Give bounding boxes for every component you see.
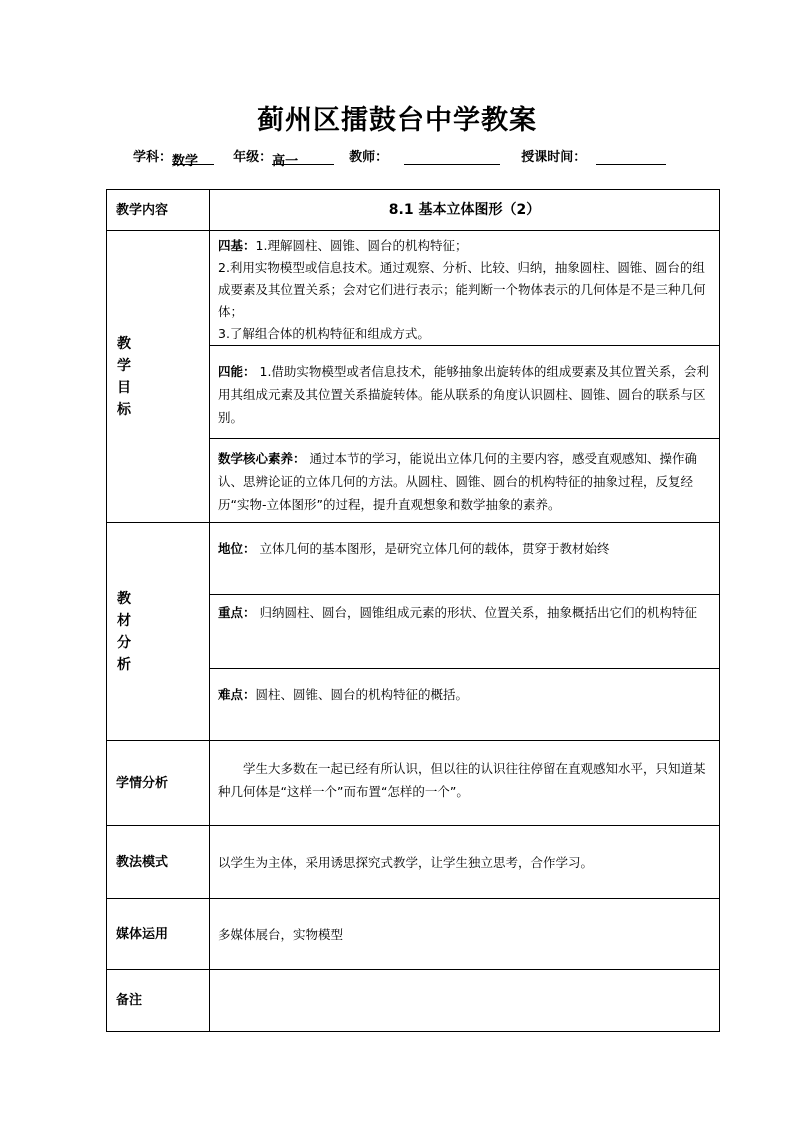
row-student (107, 741, 720, 826)
header-meta (133, 146, 666, 169)
position-text: 立体几何的基本图形，是研究立体几何的载体，贯穿于教材始终 (255, 541, 610, 556)
notes-cell (210, 970, 720, 1032)
goals-label-cell (107, 231, 210, 523)
teacher-blank (404, 150, 500, 165)
method-label-cell: 教法模式 (107, 826, 210, 899)
method-cell (210, 826, 720, 899)
goal-literacy-title: 数学核心素养： (218, 451, 306, 466)
row-analysis-1 (107, 523, 720, 595)
page-title: 蓟州区擂鼓台中学教案 (257, 105, 537, 136)
goal-abilities-title: 四能： (218, 364, 256, 379)
key-point-cell (210, 595, 720, 669)
goal-abilities-text: 1.借助实物模型或者信息技术，能够抽象出旋转体的组成要素及其位置关系，会利用其组成元素及其位置关系描旋转体。能从联系的角度认识圆柱、圆锥、圆台的联系与区别。 (218, 364, 709, 425)
subject-value: 数学 (172, 150, 214, 165)
media-cell (210, 899, 720, 970)
row-media (107, 899, 720, 970)
goal-basics-line-2: 2.利用实物模型或信息技术。通过观察、分析、比较、归纳，抽象圆柱、圆锥、圆台的组成要素及其位置关系；会对它们进行表示；能判断一个物体表示的几何体是不是三种几何体； (218, 260, 706, 319)
goal-basics-line-1: 1.理解圆柱、圆锥、圆台的机构特征； (255, 238, 468, 253)
content-value: 8.1 基本立体图形（2） (210, 190, 720, 231)
goal-basics-cell (210, 231, 720, 346)
grade-value: 高一 (272, 150, 334, 165)
position-title: 地位： (218, 541, 256, 556)
goals-label: 教 学 目 标 (117, 335, 131, 418)
analysis-label: 教 材 分 析 (117, 590, 131, 673)
notes-label-cell: 备注 (107, 970, 210, 1032)
content-label-cell: 教学内容 (107, 190, 210, 231)
media-text: 多媒体展台，实物模型 (218, 926, 344, 942)
goal-basics-line-3: 3.了解组合体的机构特征和组成方式。 (218, 326, 430, 341)
lesson-plan-table (106, 189, 720, 1032)
student-label-cell: 学情分析 (107, 741, 210, 826)
notes-text (210, 970, 719, 974)
student-cell (210, 741, 720, 826)
position-cell (210, 523, 720, 595)
method-text: 以学生为主体，采用诱思探究式教学，让学生独立思考，合作学习。 (218, 854, 594, 870)
time-blank (596, 150, 666, 165)
row-content (107, 190, 720, 231)
row-method (107, 826, 720, 899)
grade-label: 年级： (233, 150, 273, 165)
goal-literacy-text: 通过本节的学习，能说出立体几何的主要内容，感受直观感知、操作确认、思辨论证的立体几何的方法。从圆柱、圆锥、圆台的机构特征的抽象过程，反复经历“实物-立体图形”的过程，提升直观想象和数学抽象的素养。 (218, 451, 697, 512)
time-label: 授课时间： (521, 150, 587, 165)
key-point-text: 归纳圆柱、圆台，圆锥组成元素的形状、位置关系，抽象概括出它们的机构特征 (255, 605, 697, 620)
difficulty-title: 难点： (218, 687, 256, 702)
analysis-label-cell (107, 523, 210, 741)
key-point-title: 重点： (218, 605, 256, 620)
subject-label: 学科： (133, 150, 173, 165)
media-label-cell: 媒体运用 (107, 899, 210, 970)
difficulty-cell (210, 669, 720, 741)
row-notes (107, 970, 720, 1032)
row-goal-1 (107, 231, 720, 346)
teacher-label: 教师： (349, 150, 389, 165)
difficulty-text: 圆柱、圆锥、圆台的机构特征的概括。 (255, 687, 469, 702)
goal-basics-title: 四基： (218, 238, 256, 253)
goal-literacy-cell (210, 439, 720, 523)
student-text: 学生大多数在一起已经有所认识，但以往的认识往往停留在直观感知水平，只知道某种几何体是“这样一个”而布置“怎样的一个”。 (218, 761, 706, 799)
goal-abilities-cell (210, 346, 720, 439)
